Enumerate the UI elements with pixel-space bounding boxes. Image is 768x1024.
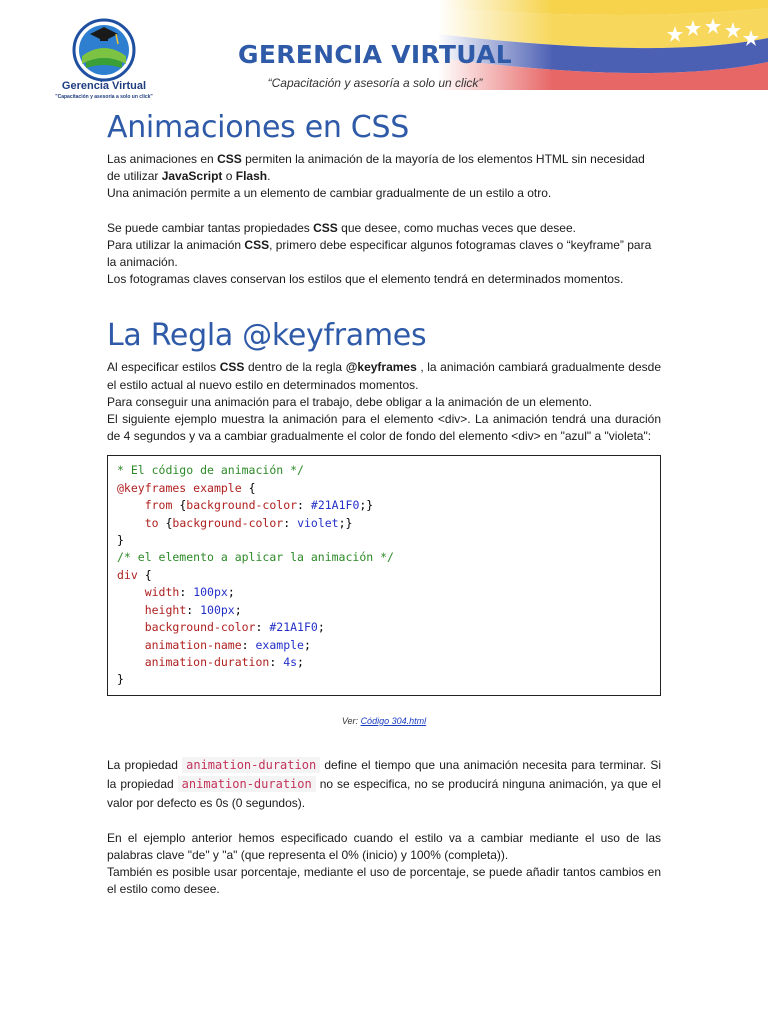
paragraph: Se puede cambiar tantas propiedades CSS que desee, como muchas veces que desee.: [107, 220, 576, 235]
document-content: [107, 110, 661, 899]
code-line: @keyframes example {: [117, 480, 256, 495]
paragraph: Una animación permite a un elemento de cambiar gradualmente de un estilo a otro.: [107, 186, 552, 201]
header-subtitle: “Capacitación y asesoría a solo un click”: [267, 76, 483, 90]
section-heading-keyframes: La Regla @keyframes: [107, 318, 427, 354]
code-line: height: 100px;: [144, 602, 242, 617]
paragraph: En el ejemplo anterior hemos especificado cuando el estilo va a cambiar mediante el uso de las palabras clave "de" y "a" (que representa el 0% (inicio) y 100% (completa)).: [107, 830, 661, 862]
paragraph: Las animaciones en CSS permiten la animación de la mayoría de los elementos HTML sin necesidad de utilizar JavaScript o Flash.: [107, 152, 645, 184]
code-304-link[interactable]: Código 304.html: [360, 715, 427, 726]
code-comment: /* el elemento a aplicar la animación */: [117, 550, 394, 565]
paragraph: Al especificar estilos CSS dentro de la regla @keyframes , la animación cambiará gradualmente desde el estilo actual al nuevo estilo en determinados momentos.: [107, 360, 661, 392]
paragraph: También es posible usar porcentaje, mediante el uso de porcentaje, se puede añadir tantos cambios en el estilo como desee.: [107, 865, 661, 897]
paragraph: Para utilizar la animación CSS, primero debe especificar algunos fotogramas claves o “keyframe” para la animación.: [107, 237, 652, 270]
logo-emblem-icon: [34, 18, 174, 82]
code-line: }: [117, 533, 124, 548]
logo-slogan: "Capacitación y asesoría a solo un click": [55, 94, 153, 100]
code-line: }: [117, 672, 124, 687]
code-link-row: Ver: Código 304.html: [341, 715, 427, 726]
code-line: width: 100px;: [144, 585, 235, 600]
code-line: div {: [117, 567, 152, 582]
code-line: background-color: #21A1F0;: [144, 620, 325, 635]
gerencia-virtual-logo: [34, 18, 174, 102]
code-line: animation-name: example;: [144, 637, 311, 652]
section-heading-animaciones: Animaciones en CSS: [107, 110, 409, 145]
code-block: [107, 455, 661, 695]
paragraph: Para conseguir una animación para el trabajo, debe obligar a la animación de un elemento.: [107, 394, 592, 409]
inline-code: animation-duration: [182, 757, 320, 773]
paragraph: Los fotogramas claves conservan los estilos que el elemento tendrá en determinados momentos.: [107, 272, 624, 287]
code-line: to {background-color: violet;}: [144, 515, 353, 530]
code-line: from {background-color: #21A1F0;}: [144, 498, 374, 513]
logo-name: Gerencia Virtual: [61, 80, 147, 92]
paragraph: El siguiente ejemplo muestra la animación para el elemento <div>. La animación tendrá una duración de 4 segundos y va a cambiar gradualmente el color de fondo del elemento <div> en "azul" a "violeta":: [107, 412, 661, 444]
header-title: GERENCIA VIRTUAL: [238, 40, 512, 69]
code-comment: * El código de animación */: [117, 463, 304, 478]
inline-code: animation-duration: [178, 776, 316, 792]
code-line: animation-duration: 4s;: [144, 654, 304, 669]
paragraph: La propiedad animation-duration define el tiempo que una animación necesita para terminar. Si la propiedad animation-duration no se especifica, no se producirá ninguna animación, ya que el valor por defecto es 0s (0 segundos).: [107, 757, 661, 810]
